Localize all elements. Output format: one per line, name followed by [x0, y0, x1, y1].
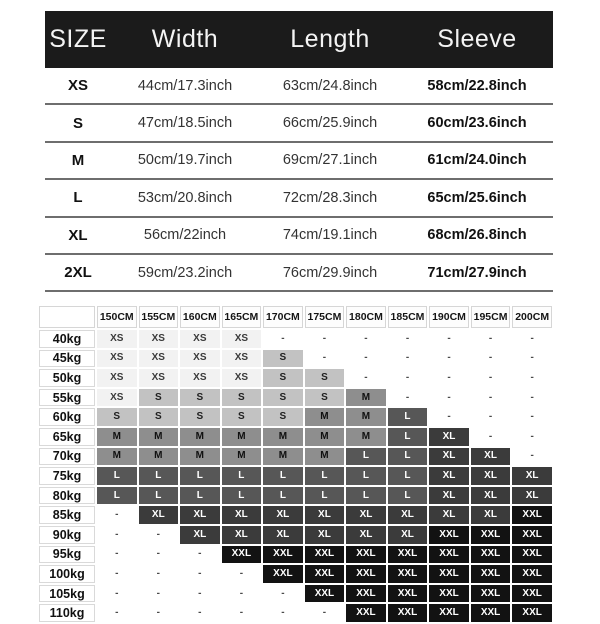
weight-label: 50kg	[39, 369, 95, 387]
fit-cell: M	[305, 408, 345, 426]
fit-matrix-row	[39, 389, 552, 407]
fit-cell: -	[512, 408, 552, 426]
weight-label: 100kg	[39, 565, 95, 583]
weight-label: 45kg	[39, 350, 95, 368]
fit-matrix-row	[39, 330, 552, 348]
fit-cell: XL	[471, 467, 511, 485]
fit-cell: XS	[97, 389, 137, 407]
fit-cell: M	[180, 428, 220, 446]
fit-cell: -	[388, 369, 428, 387]
fit-cell: XXL	[471, 526, 511, 544]
size-label: L	[73, 189, 83, 207]
fit-cell: L	[139, 487, 179, 505]
fit-cell: XXL	[263, 565, 303, 583]
fit-cell: L	[222, 467, 262, 485]
fit-cell: XS	[180, 350, 220, 368]
fit-cell: XXL	[388, 565, 428, 583]
fit-cell: -	[97, 604, 137, 622]
fit-cell: XL	[388, 526, 428, 544]
fit-cell: S	[97, 408, 137, 426]
fit-cell: XXL	[305, 585, 345, 603]
size-table-row	[45, 143, 553, 180]
fit-cell: XS	[139, 350, 179, 368]
fit-cell: -	[139, 585, 179, 603]
fit-cell: XL	[346, 526, 386, 544]
fit-cell: S	[180, 389, 220, 407]
fit-cell: XXL	[429, 526, 469, 544]
height-header: 180CM	[346, 306, 386, 328]
fit-cell: XXL	[429, 585, 469, 603]
size-label: 2XL	[64, 264, 92, 282]
size-label: XS	[67, 77, 88, 95]
fit-cell: L	[97, 467, 137, 485]
length-value: 63cm/24.8inch	[282, 77, 378, 94]
fit-cell: XL	[429, 448, 469, 466]
fit-cell: S	[263, 389, 303, 407]
fit-cell: S	[139, 408, 179, 426]
fit-cell: XS	[222, 369, 262, 387]
fit-cell: XXL	[346, 565, 386, 583]
fit-matrix-row	[39, 408, 552, 426]
length-value: 74cm/19.1inch	[282, 227, 378, 244]
fit-cell: -	[429, 369, 469, 387]
fit-cell: L	[346, 487, 386, 505]
fit-cell: -	[471, 408, 511, 426]
fit-cell: XL	[471, 487, 511, 505]
fit-cell: XL	[429, 467, 469, 485]
fit-cell: XS	[222, 350, 262, 368]
width-value: 44cm/17.3inch	[137, 77, 233, 94]
size-table-row	[45, 218, 553, 255]
fit-cell: -	[471, 369, 511, 387]
fit-matrix-row	[39, 467, 552, 485]
fit-cell: L	[263, 487, 303, 505]
fit-cell: -	[429, 350, 469, 368]
length-value: 69cm/27.1inch	[282, 152, 378, 169]
fit-cell: M	[222, 448, 262, 466]
fit-cell: -	[97, 585, 137, 603]
weight-label: 95kg	[39, 546, 95, 564]
fit-cell: XXL	[388, 585, 428, 603]
sleeve-value: 61cm/24.0inch	[427, 152, 527, 169]
weight-label: 55kg	[39, 389, 95, 407]
height-header: 200CM	[512, 306, 552, 328]
fit-cell: XXL	[429, 546, 469, 564]
fit-matrix-row	[39, 487, 552, 505]
fit-cell: -	[346, 350, 386, 368]
fit-cell: -	[263, 585, 303, 603]
fit-cell: -	[97, 565, 137, 583]
fit-cell: L	[388, 448, 428, 466]
column-header-width: Width	[151, 25, 219, 53]
fit-cell: L	[222, 487, 262, 505]
fit-cell: -	[512, 428, 552, 446]
fit-cell: XXL	[512, 546, 552, 564]
fit-cell: -	[263, 604, 303, 622]
fit-cell: L	[180, 487, 220, 505]
fit-cell: S	[222, 389, 262, 407]
fit-cell: -	[471, 428, 511, 446]
fit-cell: -	[429, 389, 469, 407]
width-value: 47cm/18.5inch	[137, 115, 233, 132]
fit-cell: S	[222, 408, 262, 426]
fit-cell: XS	[180, 330, 220, 348]
weight-label: 70kg	[39, 448, 95, 466]
fit-cell: M	[97, 448, 137, 466]
fit-cell: XXL	[346, 546, 386, 564]
fit-cell: M	[97, 428, 137, 446]
sleeve-value: 68cm/26.8inch	[427, 227, 527, 244]
fit-cell: S	[263, 369, 303, 387]
height-header: 150CM	[97, 306, 137, 328]
fit-cell: -	[139, 526, 179, 544]
fit-cell: -	[471, 350, 511, 368]
fit-matrix-row	[39, 604, 552, 622]
matrix-corner-cell	[39, 306, 95, 328]
fit-cell: L	[305, 487, 345, 505]
fit-cell: XS	[139, 330, 179, 348]
fit-cell: -	[429, 330, 469, 348]
fit-cell: -	[512, 448, 552, 466]
height-header: 185CM	[388, 306, 428, 328]
fit-cell: -	[305, 350, 345, 368]
fit-cell: -	[180, 604, 220, 622]
fit-cell: S	[139, 389, 179, 407]
fit-cell: M	[222, 428, 262, 446]
size-label: M	[71, 151, 85, 169]
fit-matrix-row	[39, 448, 552, 466]
weight-label: 40kg	[39, 330, 95, 348]
fit-cell: -	[180, 546, 220, 564]
fit-cell: L	[388, 428, 428, 446]
fit-cell: XXL	[346, 585, 386, 603]
length-value: 76cm/29.9inch	[282, 264, 378, 281]
fit-cell: XS	[222, 330, 262, 348]
fit-cell: XXL	[388, 604, 428, 622]
fit-matrix-table	[37, 304, 554, 624]
fit-cell: -	[139, 546, 179, 564]
fit-cell: S	[305, 369, 345, 387]
fit-cell: S	[180, 408, 220, 426]
fit-cell: L	[388, 487, 428, 505]
sleeve-value: 60cm/23.6inch	[427, 115, 527, 132]
fit-cell: M	[346, 408, 386, 426]
weight-label: 80kg	[39, 487, 95, 505]
fit-cell: S	[263, 350, 303, 368]
weight-label: 105kg	[39, 585, 95, 603]
fit-matrix-row	[39, 565, 552, 583]
fit-cell: XL	[305, 506, 345, 524]
fit-cell: -	[346, 369, 386, 387]
height-header: 160CM	[180, 306, 220, 328]
fit-cell: L	[180, 467, 220, 485]
fit-cell: XL	[512, 487, 552, 505]
fit-cell: XXL	[388, 546, 428, 564]
fit-cell: -	[471, 389, 511, 407]
fit-cell: XS	[139, 369, 179, 387]
size-table-body	[45, 68, 553, 292]
fit-cell: XS	[180, 369, 220, 387]
column-header-sleeve: Sleeve	[437, 25, 517, 53]
fit-cell: -	[512, 330, 552, 348]
fit-cell: -	[429, 408, 469, 426]
fit-cell: -	[222, 565, 262, 583]
fit-matrix-row	[39, 428, 552, 446]
length-value: 72cm/28.3inch	[282, 189, 378, 206]
fit-cell: -	[346, 330, 386, 348]
fit-cell: L	[263, 467, 303, 485]
fit-cell: XXL	[429, 565, 469, 583]
height-header: 190CM	[429, 306, 469, 328]
fit-cell: XXL	[222, 546, 262, 564]
fit-matrix-row	[39, 546, 552, 564]
fit-cell: -	[512, 350, 552, 368]
fit-cell: XL	[263, 506, 303, 524]
fit-cell: -	[180, 565, 220, 583]
fit-cell: XL	[222, 506, 262, 524]
fit-cell: -	[305, 330, 345, 348]
fit-cell: S	[263, 408, 303, 426]
height-header: 195CM	[471, 306, 511, 328]
weight-label: 60kg	[39, 408, 95, 426]
size-label: XL	[68, 226, 88, 244]
size-table-row	[45, 105, 553, 142]
fit-cell: XL	[429, 506, 469, 524]
fit-cell: L	[346, 467, 386, 485]
fit-matrix	[37, 304, 554, 624]
fit-cell: XL	[346, 506, 386, 524]
fit-cell: -	[180, 585, 220, 603]
height-header: 175CM	[305, 306, 345, 328]
width-value: 59cm/23.2inch	[137, 264, 233, 281]
fit-cell: M	[263, 428, 303, 446]
fit-cell: XXL	[429, 604, 469, 622]
size-table-header	[45, 11, 553, 68]
size-table	[45, 11, 553, 292]
fit-cell: -	[305, 604, 345, 622]
fit-cell: M	[346, 389, 386, 407]
size-table-row	[45, 180, 553, 217]
column-header-length: Length	[290, 25, 370, 53]
fit-cell: XL	[305, 526, 345, 544]
fit-cell: XL	[471, 448, 511, 466]
fit-cell: XL	[388, 506, 428, 524]
fit-cell: XL	[180, 506, 220, 524]
weight-label: 85kg	[39, 506, 95, 524]
fit-cell: M	[263, 448, 303, 466]
length-value: 66cm/25.9inch	[282, 115, 378, 132]
fit-cell: -	[263, 330, 303, 348]
fit-cell: -	[97, 546, 137, 564]
weight-label: 110kg	[39, 604, 95, 622]
fit-cell: XL	[139, 506, 179, 524]
fit-cell: XL	[180, 526, 220, 544]
fit-cell: -	[388, 350, 428, 368]
height-header: 165CM	[222, 306, 262, 328]
size-table-row	[45, 68, 553, 105]
width-value: 56cm/22inch	[143, 227, 227, 244]
fit-cell: XXL	[471, 585, 511, 603]
fit-cell: XL	[429, 428, 469, 446]
fit-cell: XL	[512, 467, 552, 485]
fit-cell: XS	[97, 350, 137, 368]
fit-cell: M	[305, 448, 345, 466]
width-value: 53cm/20.8inch	[137, 189, 233, 206]
weight-label: 90kg	[39, 526, 95, 544]
sleeve-value: 65cm/25.6inch	[427, 189, 527, 206]
fit-matrix-row	[39, 369, 552, 387]
fit-cell: -	[139, 604, 179, 622]
fit-cell: XXL	[305, 565, 345, 583]
fit-cell: -	[97, 506, 137, 524]
fit-cell: L	[346, 448, 386, 466]
fit-cell: L	[305, 467, 345, 485]
fit-cell: M	[180, 448, 220, 466]
fit-cell: XXL	[305, 546, 345, 564]
fit-cell: M	[305, 428, 345, 446]
height-header: 170CM	[263, 306, 303, 328]
fit-cell: -	[512, 369, 552, 387]
fit-cell: -	[388, 389, 428, 407]
fit-cell: L	[139, 467, 179, 485]
fit-cell: XXL	[471, 546, 511, 564]
fit-cell: XXL	[512, 526, 552, 544]
size-label: S	[72, 114, 83, 132]
fit-cell: XL	[471, 506, 511, 524]
fit-cell: XL	[222, 526, 262, 544]
fit-cell: M	[139, 448, 179, 466]
height-header: 155CM	[139, 306, 179, 328]
fit-cell: L	[97, 487, 137, 505]
fit-matrix-row	[39, 350, 552, 368]
fit-matrix-header-row	[39, 306, 552, 328]
fit-cell: -	[222, 585, 262, 603]
fit-cell: XXL	[346, 604, 386, 622]
fit-cell: XXL	[263, 546, 303, 564]
fit-cell: XL	[263, 526, 303, 544]
width-value: 50cm/19.7inch	[137, 152, 233, 169]
column-header-size: SIZE	[49, 25, 107, 53]
fit-cell: L	[388, 467, 428, 485]
sleeve-value: 58cm/22.8inch	[427, 77, 527, 94]
fit-cell: XXL	[512, 565, 552, 583]
fit-cell: XL	[429, 487, 469, 505]
fit-cell: XXL	[471, 604, 511, 622]
fit-cell: L	[388, 408, 428, 426]
fit-cell: -	[471, 330, 511, 348]
fit-cell: -	[388, 330, 428, 348]
weight-label: 75kg	[39, 467, 95, 485]
fit-cell: -	[139, 565, 179, 583]
fit-cell: XXL	[471, 565, 511, 583]
fit-cell: XS	[97, 369, 137, 387]
fit-cell: -	[222, 604, 262, 622]
fit-matrix-row	[39, 526, 552, 544]
fit-cell: XXL	[512, 604, 552, 622]
size-table-row	[45, 255, 553, 292]
fit-matrix-row	[39, 506, 552, 524]
fit-cell: XS	[97, 330, 137, 348]
fit-cell: XXL	[512, 585, 552, 603]
fit-cell: -	[512, 389, 552, 407]
fit-cell: -	[97, 526, 137, 544]
fit-cell: M	[139, 428, 179, 446]
fit-cell: S	[305, 389, 345, 407]
sleeve-value: 71cm/27.9inch	[427, 264, 527, 281]
weight-label: 65kg	[39, 428, 95, 446]
fit-cell: XXL	[512, 506, 552, 524]
fit-cell: M	[346, 428, 386, 446]
